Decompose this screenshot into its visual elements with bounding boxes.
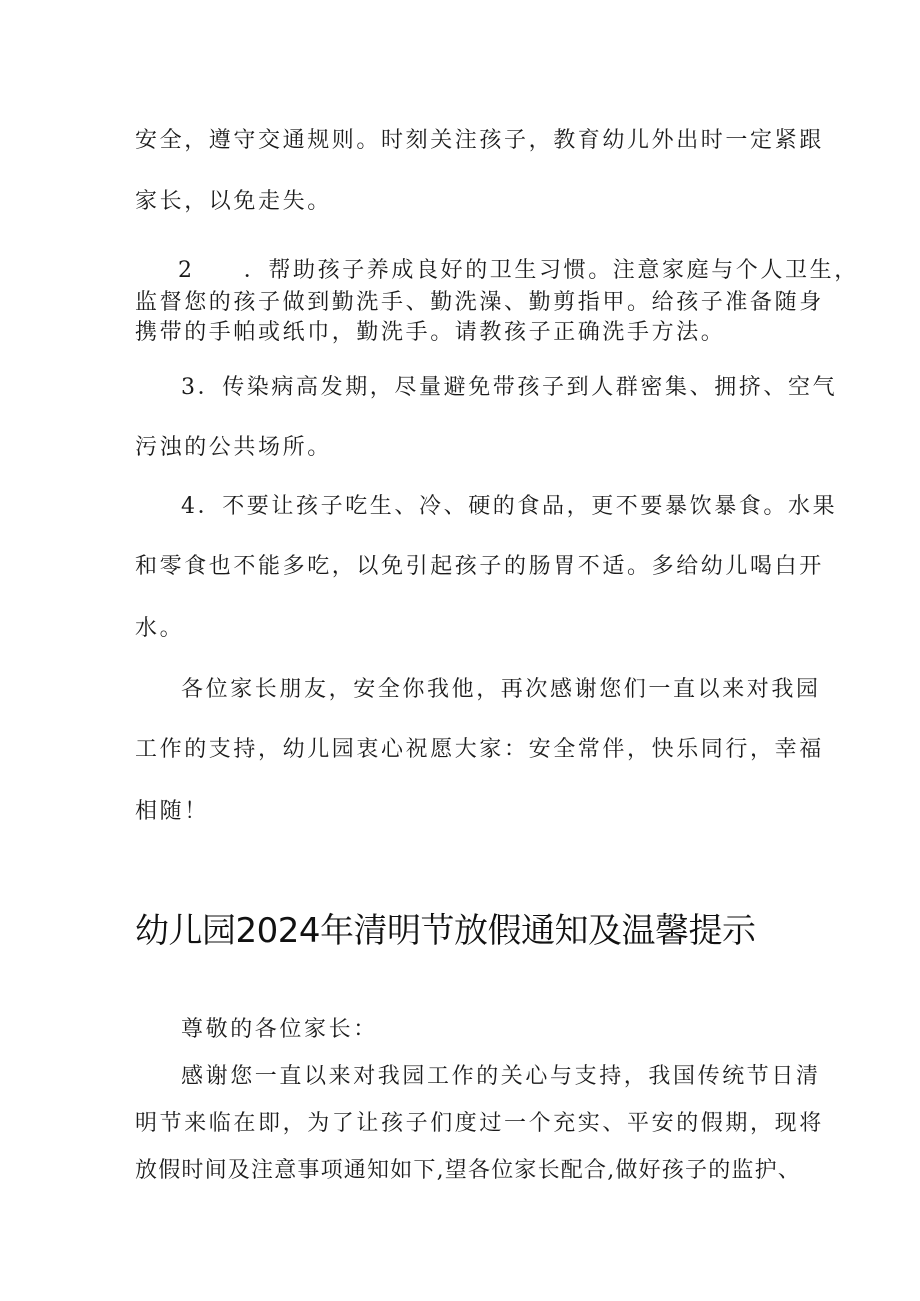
list-item-4: 4．不要让孩子吃生、冷、硬的食品，更不要暴饮暴食。水果 [181, 494, 838, 519]
greeting: 尊敬的各位家长： [181, 1017, 378, 1042]
paragraph-line: 污浊的公共场所。 [135, 435, 332, 460]
paragraph-line: 放假时间及注意事项通知如下,望各位家长配合,做好孩子的监护、 [135, 1158, 801, 1183]
paragraph-line: 监督您的孩子做到勤洗手、勤洗澡、勤剪指甲。给孩子准备随身 [135, 290, 824, 315]
list-item-3: 3．传染病高发期，尽量避免带孩子到人群密集、拥挤、空气 [181, 375, 838, 400]
paragraph-line: 家长，以免走失。 [135, 189, 332, 214]
paragraph-line: 工作的支持，幼儿园衷心祝愿大家：安全常伴，快乐同行，幸福 [135, 737, 824, 762]
section-title: 幼儿园2024年清明节放假通知及温馨提示 [135, 911, 756, 951]
paragraph-line: 相随！ [135, 799, 209, 824]
closing-paragraph: 各位家长朋友，安全你我他，再次感谢您们一直以来对我园 [181, 677, 821, 702]
paragraph-line: 明节来临在即，为了让孩子们度过一个充实、平安的假期，现将 [135, 1111, 824, 1136]
paragraph-line: 安全，遵守交通规则。时刻关注孩子，教育幼儿外出时一定紧跟 [135, 128, 824, 153]
paragraph-line: 和零食也不能多吃，以免引起孩子的肠胃不适。多给幼儿喝白开 [135, 554, 824, 579]
paragraph-line: 水。 [135, 616, 185, 641]
list-item-2: 2 ．帮助孩子养成良好的卫生习惯。注意家庭与个人卫生， [178, 258, 859, 283]
paragraph-line: 感谢您一直以来对我园工作的关心与支持，我国传统节日清 [181, 1064, 821, 1089]
paragraph-line: 携带的手帕或纸巾，勤洗手。请教孩子正确洗手方法。 [135, 320, 726, 345]
